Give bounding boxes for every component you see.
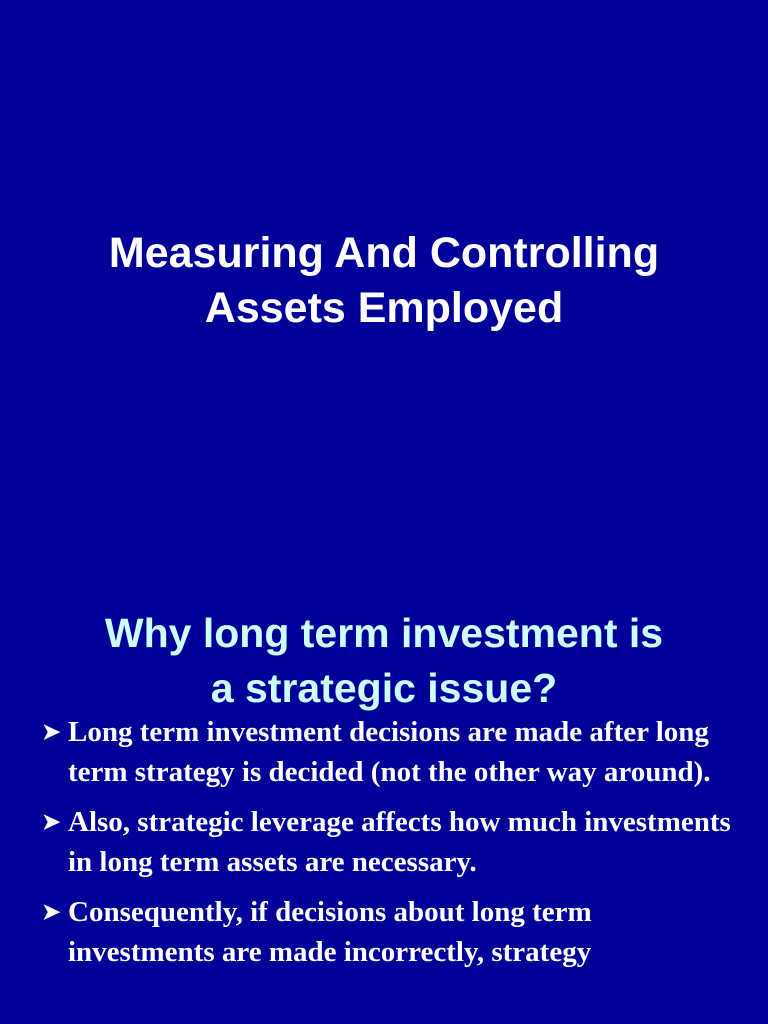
slide-2: [0, 576, 768, 1024]
bullet-list: [0, 712, 768, 982]
slide-2-title-line-2: a strategic issue?: [210, 665, 558, 711]
slide-1-title-line-1: Measuring And Controlling: [108, 229, 660, 277]
slide-1-title: [0, 226, 768, 336]
bullet-item: [0, 712, 768, 792]
arrow-bullet-icon: ➤: [42, 809, 61, 834]
arrow-bullet-icon: ➤: [42, 719, 61, 744]
bullet-text: Consequently, if decisions about long term investments are made incorrectly, strategy: [68, 896, 592, 968]
bullet-item: [0, 802, 768, 882]
bullet-item: [0, 892, 768, 972]
bullet-text: Long term investment decisions are made after long term strategy is decided (not the other way around).: [68, 716, 711, 788]
slide-1-title-line-2: Assets Employed: [204, 284, 564, 332]
slide-2-title: [0, 606, 768, 716]
slide-2-title-line-1: Why long term investment is: [104, 610, 664, 656]
bullet-text: Also, strategic leverage affects how much investments in long term assets are necessary.: [68, 806, 731, 878]
arrow-bullet-icon: ➤: [42, 899, 61, 924]
